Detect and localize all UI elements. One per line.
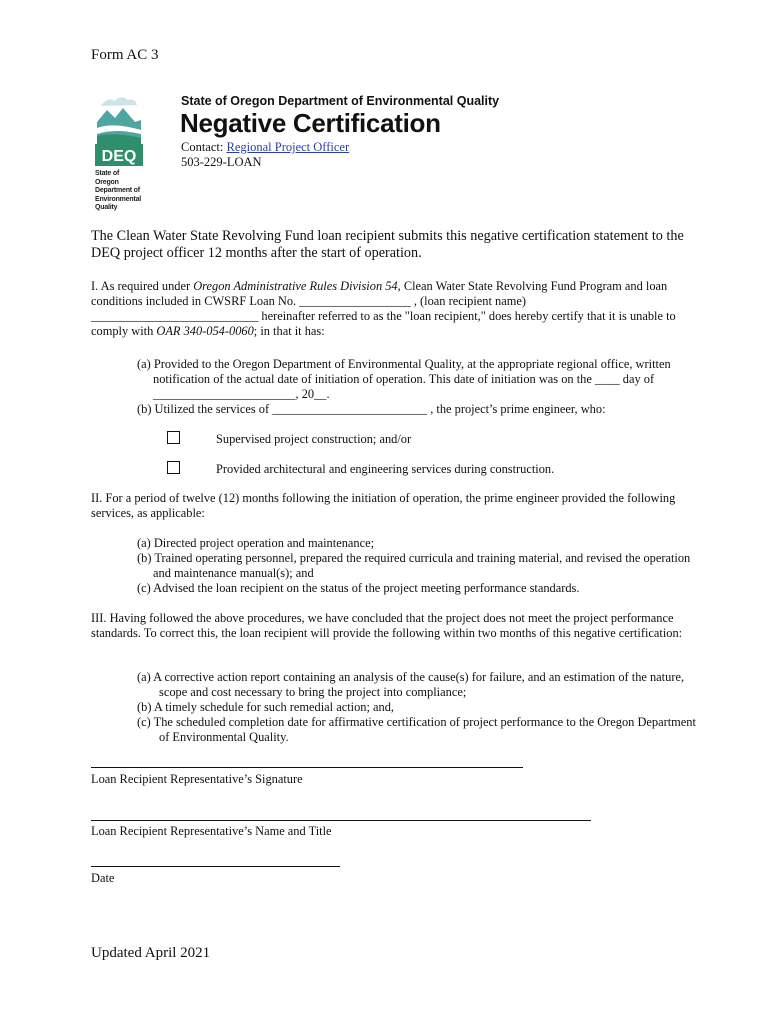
logo-line-4: Quality	[95, 204, 118, 211]
logo-line-1: State of Oregon	[95, 170, 120, 186]
contact-phone: 503-229-LOAN	[181, 155, 262, 169]
section-3-paragraph: III. Having followed the above procedures, we have concluded that the project does not meet the project performance standards. To correct this, the loan recipient will provide the following within two months of this negative certification:	[91, 611, 683, 640]
section-2-item-b: (b) Trained operating personnel, prepared the required curricula and training material, and revised the operation and maintenance manual(s); and	[137, 551, 691, 580]
supervised-label: Supervised project construction; and/or	[216, 432, 412, 446]
agency-name: State of Oregon Department of Environmental Quality	[181, 94, 500, 108]
section-3-item-a: (a) A corrective action report containing an analysis of the cause(s) for failure, and an estimation of the nature, scope and cost necessary to bring the project into compliance;	[137, 670, 685, 699]
deq-landscape-icon	[95, 92, 143, 166]
supervised-checkbox[interactable]	[167, 431, 180, 444]
section-2-paragraph: II. For a period of twelve (12) months following the initiation of operation, the prime engineer provided the following services, as applicable:	[91, 491, 676, 520]
services-label: Provided architectural and engineering services during construction.	[216, 462, 555, 476]
section-3-item-c: (c) The scheduled completion date for affirmative certification of project performance to the Oregon Department of Environmental Quality.	[137, 715, 696, 744]
regional-officer-link[interactable]: Regional Project Officer	[226, 140, 350, 154]
updated-date: Updated April 2021	[91, 945, 211, 961]
section-1-paragraph: I. As required under Oregon Administrative Rules Division 54, Clean Water State Revolving Fund Program and loan conditions included in CWSRF Loan No. __________________ , (loan recipient name) ___________________________ hereinafter referred to as the "loan recipient," does hereby certify that it is unable to comply with OAR 340-054-0060; in that it has:	[91, 279, 676, 338]
signature-label: Loan Recipient Representative’s Signature	[91, 772, 303, 786]
signature-line[interactable]	[91, 767, 523, 768]
name-title-line[interactable]	[91, 820, 591, 821]
date-line[interactable]	[91, 866, 340, 867]
deq-logo	[95, 92, 143, 213]
contact-block	[181, 140, 349, 170]
section-2-item-a: (a) Directed project operation and maintenance;	[137, 536, 375, 550]
section-2-item-c: (c) Advised the loan recipient on the status of the project meeting performance standards.	[137, 581, 580, 595]
logo-line-2: Department of	[95, 187, 140, 194]
check-row-supervised	[167, 431, 411, 447]
name-title-label: Loan Recipient Representative’s Name and Title	[91, 824, 332, 838]
section-3-item-b: (b) A timely schedule for such remedial action; and,	[137, 700, 395, 714]
form-id: Form AC 3	[91, 47, 159, 63]
deq-abbr: DEQ	[101, 148, 137, 165]
page-title: Negative Certification	[180, 108, 441, 138]
check-row-services	[167, 461, 554, 477]
section-1-item-b: (b) Utilized the services of _________________________ , the project’s prime engineer, who:	[137, 402, 606, 416]
intro-paragraph: The Clean Water State Revolving Fund loan recipient submits this negative certification statement to the DEQ project officer 12 months after the start of operation.	[91, 228, 684, 261]
date-label: Date	[91, 871, 115, 885]
section-1-item-a: (a) Provided to the Oregon Department of Environmental Quality, at the appropriate regional office, written notification of the actual date of initiation of operation. This date of initiation was on the ____ day of _______________________, 20__.	[137, 357, 671, 401]
logo-line-3: Environmental	[95, 195, 142, 203]
services-checkbox[interactable]	[167, 461, 180, 474]
contact-prefix: Contact:	[181, 140, 227, 154]
